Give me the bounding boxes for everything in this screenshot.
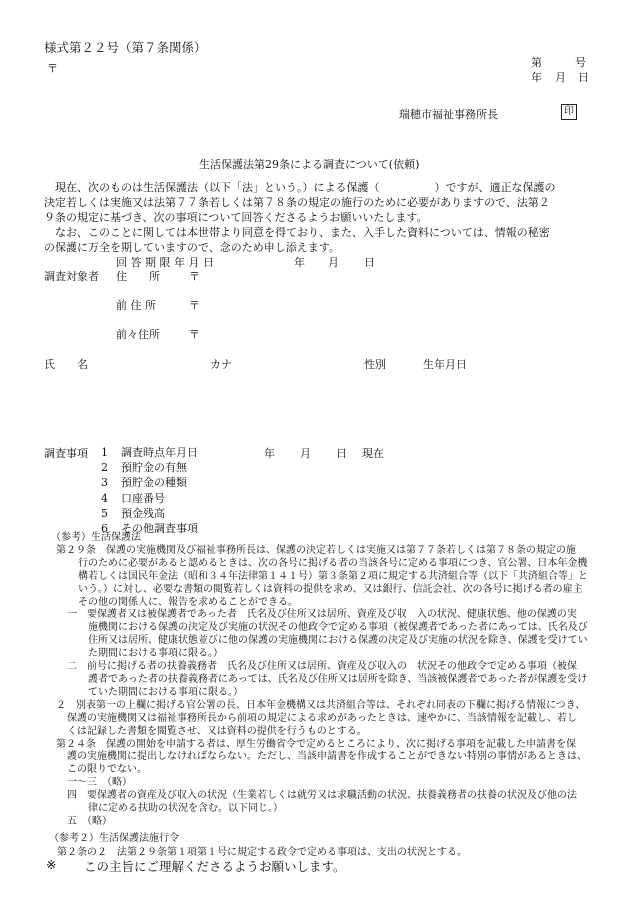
date-month: 月	[555, 71, 566, 84]
list-item: 2 預貯金の有無	[101, 461, 187, 475]
item1-line: 住所又は居所、健康状態並びに他の保護の実施機関における保護の決定及び実施の状況を除き、保護を受けてい	[88, 635, 588, 647]
items-date-year: 年	[264, 447, 275, 460]
item2-line: 護者であった者の扶養義務者にあっては、氏名及び住所又は居所を除き、当該被保護者であった者が保護を受け	[88, 673, 588, 685]
para1-line: 現在、次のものは生活保護法（以下「法」という。）による保護（ ）ですが、適正な保護の	[55, 181, 556, 194]
art29-line: 構若しくは国民年金法（昭和３４年法律第１４１号）第３条第２項に規定する共済組合等（以下「共済組合等」と	[78, 570, 588, 582]
ref2-heading: （参考２）生活保護法施行令	[49, 833, 179, 844]
art29-line: 第２９条 保護の実施機関及び福祉事務所長は、保護の決定若しくは実施又は第７７条若しくは第７８条の規定の施	[56, 544, 576, 556]
prev-prev-address-postal: 〒	[189, 328, 200, 341]
item1-line: 施機関における保護の決定及び実施の状況その他政令で定める事項（被保護者であった者にあっては、氏名及び	[88, 622, 588, 634]
art24-line: 護の実施機関に提出しなければならない。ただし、当該申請書を作成することができない特別の事情があるときは、	[67, 751, 587, 763]
para1-line: 決定若しくは実施又は法第７７条若しくは第７８条の規定の施行のために必要がありますので、法第２	[44, 196, 550, 209]
prev-prev-address-label: 前々住所	[116, 328, 160, 341]
deadline-year: 年	[294, 256, 305, 269]
date-year: 年	[531, 71, 542, 84]
deadline-label: 回 答 期 限 年 月 日	[116, 256, 214, 269]
items-date-month: 月	[300, 447, 311, 460]
address-postal: 〒	[189, 270, 200, 283]
doc-number-prefix: 第	[531, 56, 542, 69]
kana-label: カナ	[210, 358, 232, 371]
items-date-day: 日	[336, 447, 347, 460]
ref1-heading: （参考）生活保護法	[51, 532, 141, 543]
items-list	[101, 445, 198, 536]
ref2-text: 第２条の２ 法第２９条第１項第１号に規定する政令で定める事項は、支出の状況とする。	[57, 847, 467, 858]
note-mark: ※	[46, 857, 57, 872]
item2-line: ていた期間における事項に限る。）	[88, 686, 243, 698]
items-date-now: 現在	[362, 447, 384, 460]
list-item: 5 預金残高	[101, 506, 165, 520]
dob-label: 生年月日	[423, 358, 467, 371]
art24-line: 第２４条 保護の開始を申請する者は、厚生労働省令で定めるところにより、次に掲げる事項を記載した申請書を保	[56, 738, 576, 750]
subject-label: 調査対象者	[44, 270, 99, 283]
address-label: 住 所	[116, 270, 160, 283]
name-label: 氏 名	[44, 358, 88, 371]
para2-line: なお、このことに関しては本世帯より同意を得ており、また、入手した資料については、情報の秘密	[55, 226, 550, 239]
para2-line: くは記録した書類を閲覧させ、又は資料の提供を行うものとする。	[67, 725, 367, 737]
document-title: 生活保護法第29条による調査について(依頼)	[199, 158, 420, 171]
seal-mark: 印	[561, 104, 577, 120]
list-item: 6 その他調査事項	[101, 522, 198, 536]
item1-line: 一 要保護者又は被保護者であった者 氏名及び住所又は居所、資産及び収 入の状況、健康状態、他の保護の実	[67, 609, 577, 621]
item2-line: 二 前号に掲げる者の扶養義務者 氏名及び住所又は居所、資産及び収入の 状況その他政令で定める事項（被保	[67, 661, 577, 673]
reference-law-block	[51, 532, 626, 829]
note-text: この主旨にご理解くださるようお願いします。	[84, 859, 346, 874]
para1-line: ９条の規定に基づき、次の事項について回答くださるようお願いいたします。	[44, 211, 428, 224]
list-item: 1 調査時点年月日	[101, 446, 198, 459]
prev-address-postal: 〒	[189, 299, 200, 312]
deadline-day: 日	[364, 256, 375, 269]
omit-line: 一～三 （略）	[67, 777, 132, 789]
header-postal-mark: 〒	[47, 62, 58, 75]
list-item: 3 預貯金の種類	[101, 476, 187, 490]
doc-number-suffix: 号	[575, 56, 586, 69]
body-paragraph-1	[44, 180, 624, 255]
para2-line: ２ 別表第一の上欄に掲げる官公署の長、日本年金機構又は共済組合等は、それぞれ同表の下欄に掲げる情報につき、	[56, 699, 586, 711]
list-item: 4 口座番号	[101, 491, 165, 505]
form-number: 様式第２２号（第７条関係）	[44, 40, 207, 55]
deadline-month: 月	[328, 256, 339, 269]
item4-line: 律に定める扶助の状況を含む。以下同じ。）	[88, 803, 283, 815]
date-day: 日	[578, 71, 589, 84]
item1-line: た期間における事項に限る。）	[88, 648, 223, 660]
sender: 瑞穂市福祉事務所長	[399, 108, 498, 121]
omit-line: 五 （略）	[67, 815, 112, 827]
prev-address-label: 前 住 所	[116, 299, 156, 312]
sex-label: 性別	[364, 358, 386, 371]
items-label: 調査事項	[44, 447, 88, 460]
art24-line: この限りでない。	[67, 764, 147, 776]
art29-line: その他の関係人に、報告を求めることができる。	[78, 596, 298, 608]
art29-line: 行のために必要があると認めるときは、次の各号に掲げる者の当該各号に定める事項につき、官公署、日本年金機	[78, 557, 588, 569]
para2-line: の保護に万全を期していますので、念のため申し添えます。	[44, 241, 340, 254]
art29-line: いう。）に対し、必要な書類の閲覧若しくは資料の提供を求め、又は銀行、信託会社、次の各号に掲げる者の雇主	[78, 583, 583, 595]
para2-line: 保護の実施機関又は福祉事務所長から前項の規定による求めがあったときは、速やかに、当該情報を記載し、若し	[67, 712, 577, 724]
item4-line: 四 要保護者の資産及び収入の状況（生業若しくは就労又は求職活動の状況、扶養義務者の扶養の状況及び他の法	[67, 790, 577, 802]
